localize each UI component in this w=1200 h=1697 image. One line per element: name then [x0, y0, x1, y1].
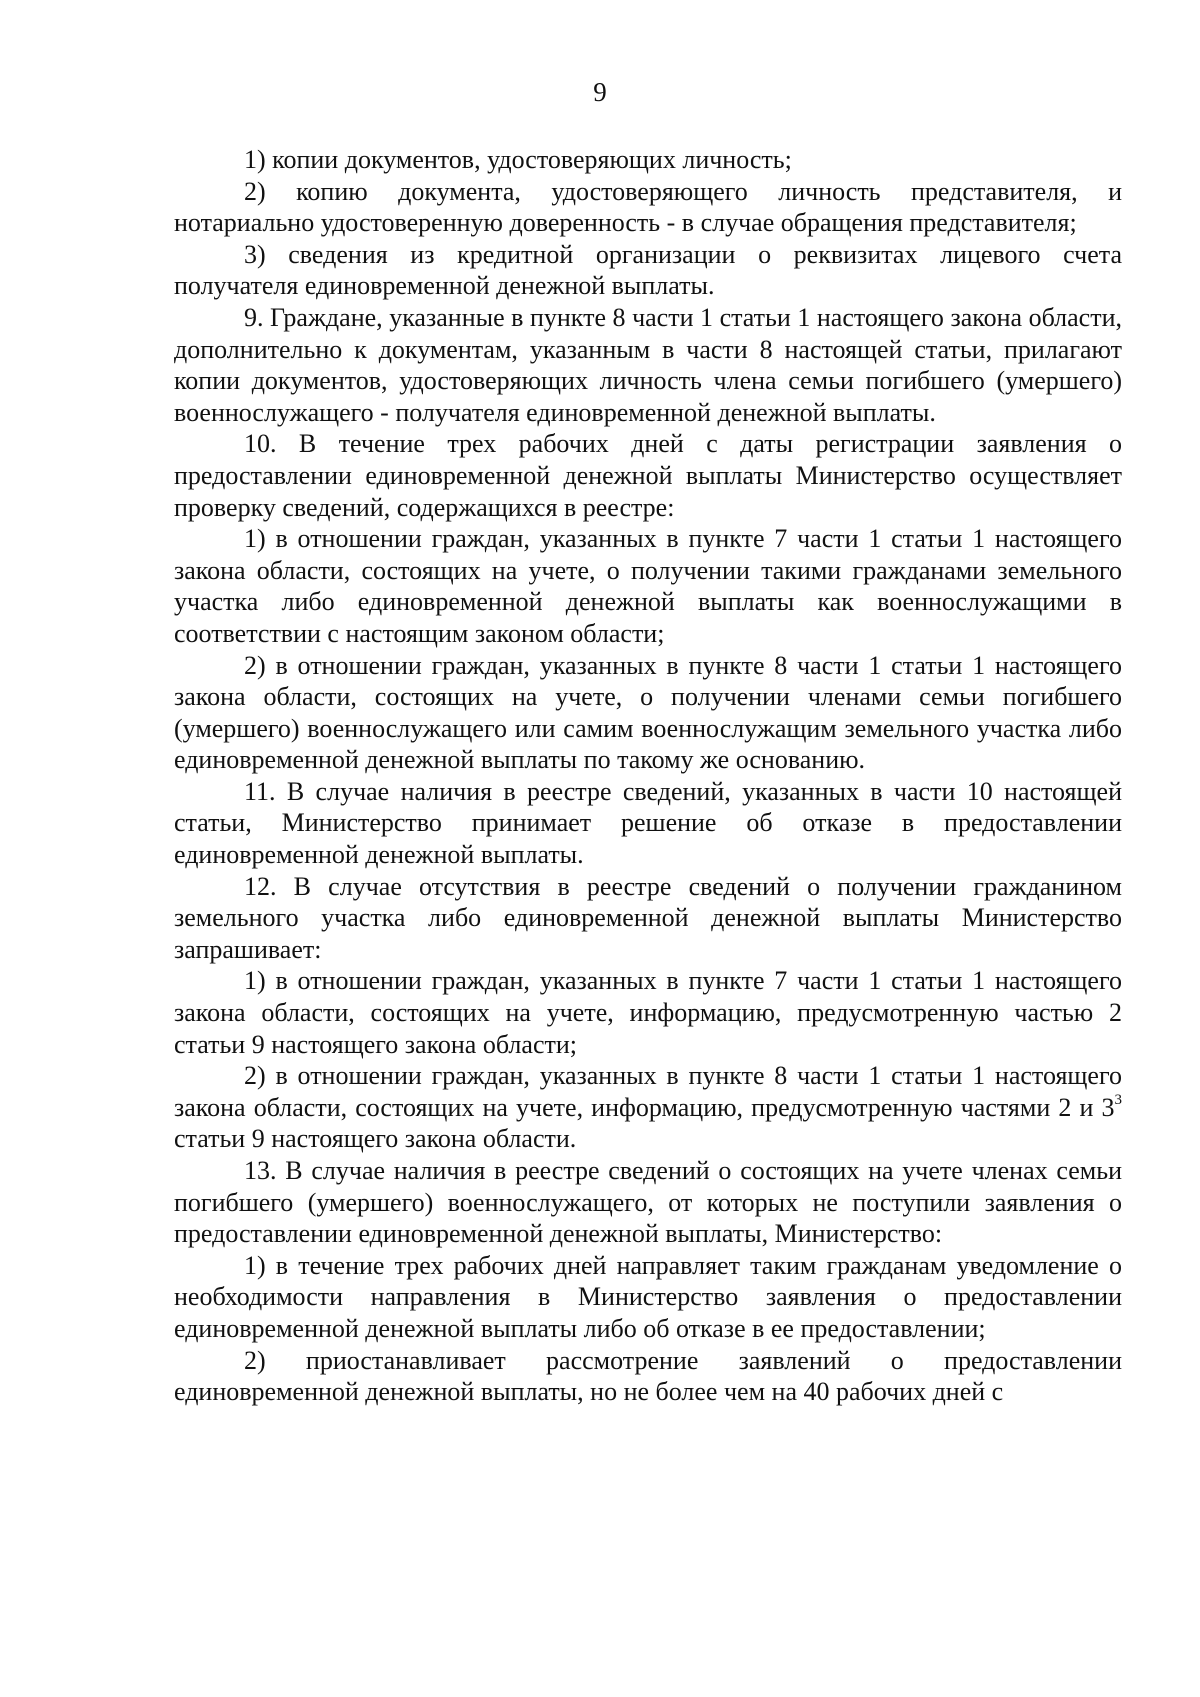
paragraph-10: 1) в отношении граждан, указанных в пункте 7 части 1 статьи 1 настоящего закона области, состоящих на учете, информацию, предусмотренную частью 2 статьи 9 настоящего закона области;	[174, 966, 1122, 1059]
paragraph-13: 1) в течение трех рабочих дней направляет таким гражданам уведомление о необходимости направления в Министерство заявления о предоставлении единовременной денежной выплаты либо об отказе в ее предоставлении;	[174, 1250, 1122, 1343]
page-number: 9	[593, 77, 607, 107]
paragraph-6: 1) в отношении граждан, указанных в пункте 7 части 1 статьи 1 настоящего закона области, состоящих на учете, о получении такими гражданами земельного участка либо единовременной денежной выплаты как военнослужащими в соответствии с настоящим законом области;	[174, 524, 1122, 648]
paragraph-4: 9. Граждане, указанные в пункте 8 части 1 статьи 1 настоящего закона области, дополнительно к документам, указанным в части 8 настоящей статьи, прилагают копии документов, удостоверяющих личность члена семьи погибшего (умершего) военнослужащего - получателя единовременной денежной выплаты.	[174, 302, 1122, 427]
paragraph-11	[174, 1060, 1122, 1155]
paragraph-8: 11. В случае наличия в реестре сведений, указанных в части 10 настоящей статьи, Министерство принимает решение об отказе в предоставлении единовременной денежной выплаты.	[174, 776, 1122, 870]
paragraph-7: 2) в отношении граждан, указанных в пункте 8 части 1 статьи 1 настоящего закона области, состоящих на учете, о получении членами семьи погибшего (умершего) военнослужащего или самим военнослужащим земельного участка либо единовременной денежной выплаты по такому же основанию.	[174, 650, 1122, 775]
paragraph-12: 13. В случае наличия в реестре сведений о состоящих на учете членах семьи погибшего (умершего) военнослужащего, от которых не поступили заявления о предоставлении единовременной денежной выплаты, Министерство:	[174, 1156, 1122, 1249]
document-body	[174, 144, 1122, 1408]
paragraph-14: 2) приостанавливает рассмотрение заявлений о предоставлении единовременной денежной выплаты, но не более чем на 40 рабочих дней с	[174, 1345, 1122, 1407]
paragraph-11-text-before: 2) в отношении граждан, указанных в пункте 8 части 1 статьи 1 настоящего закона области, состоящих на учете, информацию, предусмотренную частями 2 и 3	[174, 1061, 1122, 1122]
paragraph-2: 2) копию документа, удостоверяющего личность представителя, и нотариально удостоверенную доверенность - в случае обращения представителя;	[174, 176, 1122, 238]
paragraph-9: 12. В случае отсутствия в реестре сведений о получении гражданином земельного участка либо единовременной денежной выплаты Министерство запрашивает:	[174, 871, 1122, 964]
paragraph-11-text-after: статьи 9 настоящего закона области.	[174, 1124, 577, 1154]
paragraph-11-superscript: 3	[1114, 1091, 1122, 1108]
paragraph-5: 10. В течение трех рабочих дней с даты регистрации заявления о предоставлении единовременной денежной выплаты Министерство осуществляет проверку сведений, содержащихся в реестре:	[174, 429, 1122, 522]
paragraph-3: 3) сведения из кредитной организации о реквизитах лицевого счета получателя единовременной денежной выплаты.	[174, 239, 1122, 301]
paragraph-1: 1) копии документов, удостоверяющих личность;	[244, 145, 792, 174]
